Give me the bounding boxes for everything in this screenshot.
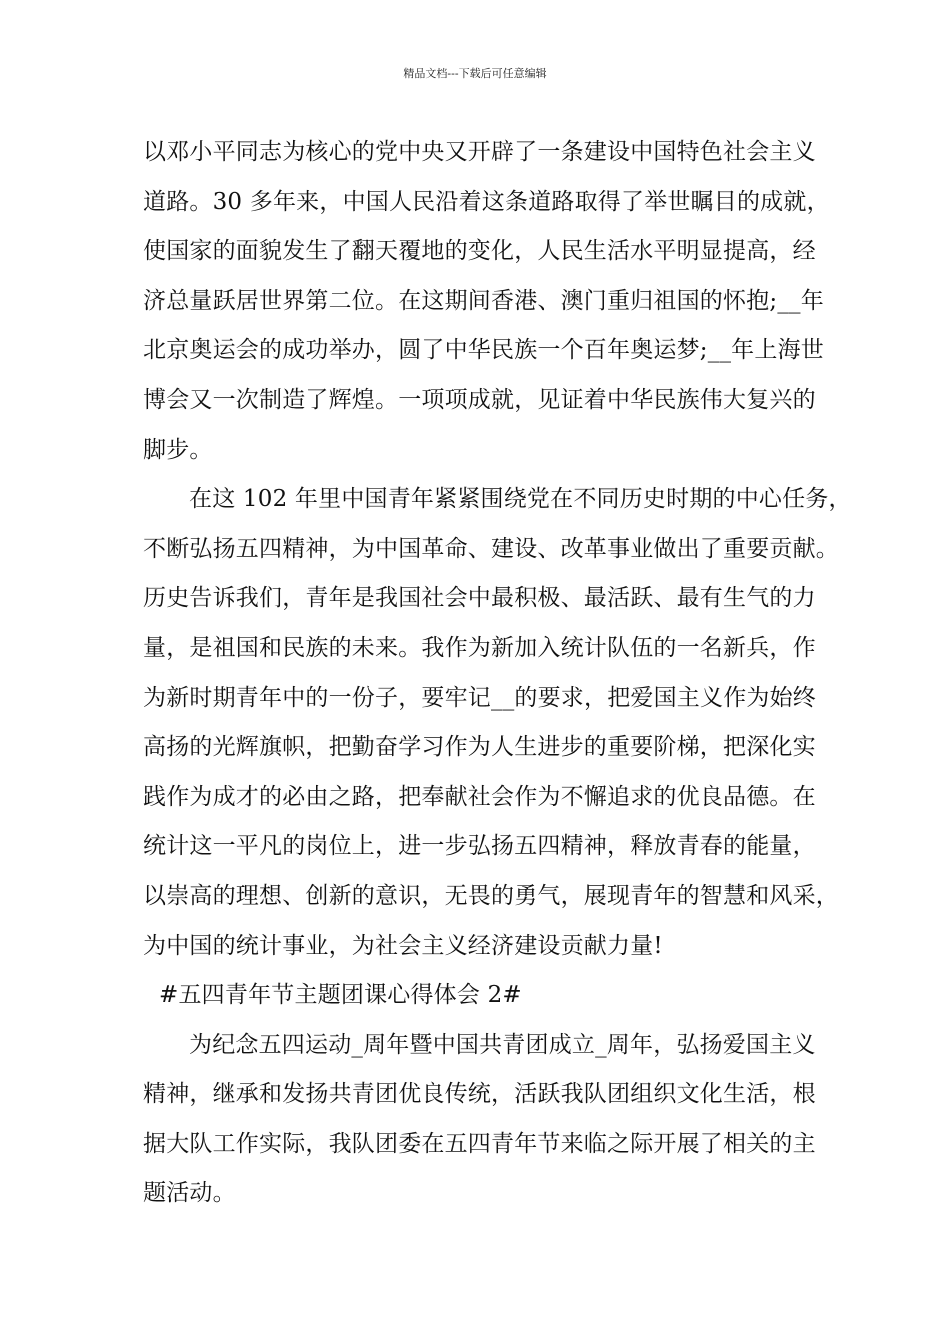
text-line: 在这 102 年里中国青年紧紧围绕党在不同历史时期的中心任务， [189,486,852,513]
text-line: 高扬的光辉旗帜，把勤奋学习作为人生进步的重要阶梯，把深化实 [143,734,816,761]
text-line: 统计这一平凡的岗位上，进一步弘扬五四精神，释放青春的能量， [143,833,816,860]
text-line: 脚步。 [143,436,213,463]
paragraph-1 [143,130,830,477]
document-body [143,130,852,1221]
text-line: 据大队工作实际，我队团委在五四青年节来临之际开展了相关的主 [143,1130,816,1157]
text-line: 使国家的面貌发生了翻天覆地的变化，人民生活水平明显提高，经 [143,238,816,265]
text-line: 为中国的统计事业，为社会主义经济建设贡献力量! [143,932,663,959]
text-line: 道路。30 多年来，中国人民沿着这条道路取得了举世瞩目的成就， [143,188,830,215]
text-line: 精神，继承和发扬共青团优良传统，活跃我队团组织文化生活，根 [143,1081,816,1108]
paragraph-2 [143,477,852,973]
text-line: 博会又一次制造了辉煌。一项项成就，见证着中华民族伟大复兴的 [143,386,816,413]
text-line: 不断弘扬五四精神，为中国革命、建设、改革事业做出了重要贡献。 [143,535,839,562]
text-line: 以崇高的理想、创新的意识，无畏的勇气，展现青年的智慧和风采， [143,882,839,909]
section-heading [143,973,823,1023]
text-line: 践作为成才的必由之路，把奉献社会作为不懈追求的优良品德。在 [143,783,816,810]
text-line: 量，是祖国和民族的未来。我作为新加入统计队伍的一名新兵，作 [143,634,816,661]
text-line: 为新时期青年中的一份子，要牢记__的要求，把爱国主义作为始终 [143,684,816,711]
text-line: 济总量跃居世界第二位。在这期间香港、澳门重归祖国的怀抱;__年 [143,287,824,314]
text-line: 历史告诉我们，青年是我国社会中最积极、最活跃、最有生气的力 [143,585,816,612]
text-line: 以邓小平同志为核心的党中央又开辟了一条建设中国特色社会主义 [143,139,816,165]
text-line: 题活动。 [143,1180,236,1207]
paragraph-3 [143,1023,823,1221]
text-line: 为纪念五四运动_周年暨中国共青团成立_周年，弘扬爱国主义 [189,1031,816,1058]
section-heading-text: #五四青年节主题团课心得体会 2# [159,982,522,1009]
page-header: 精品文档---下载后可任意编辑 [403,67,547,80]
text-line: 北京奥运会的成功举办，圆了中华民族一个百年奥运梦;__年上海世 [143,337,824,364]
